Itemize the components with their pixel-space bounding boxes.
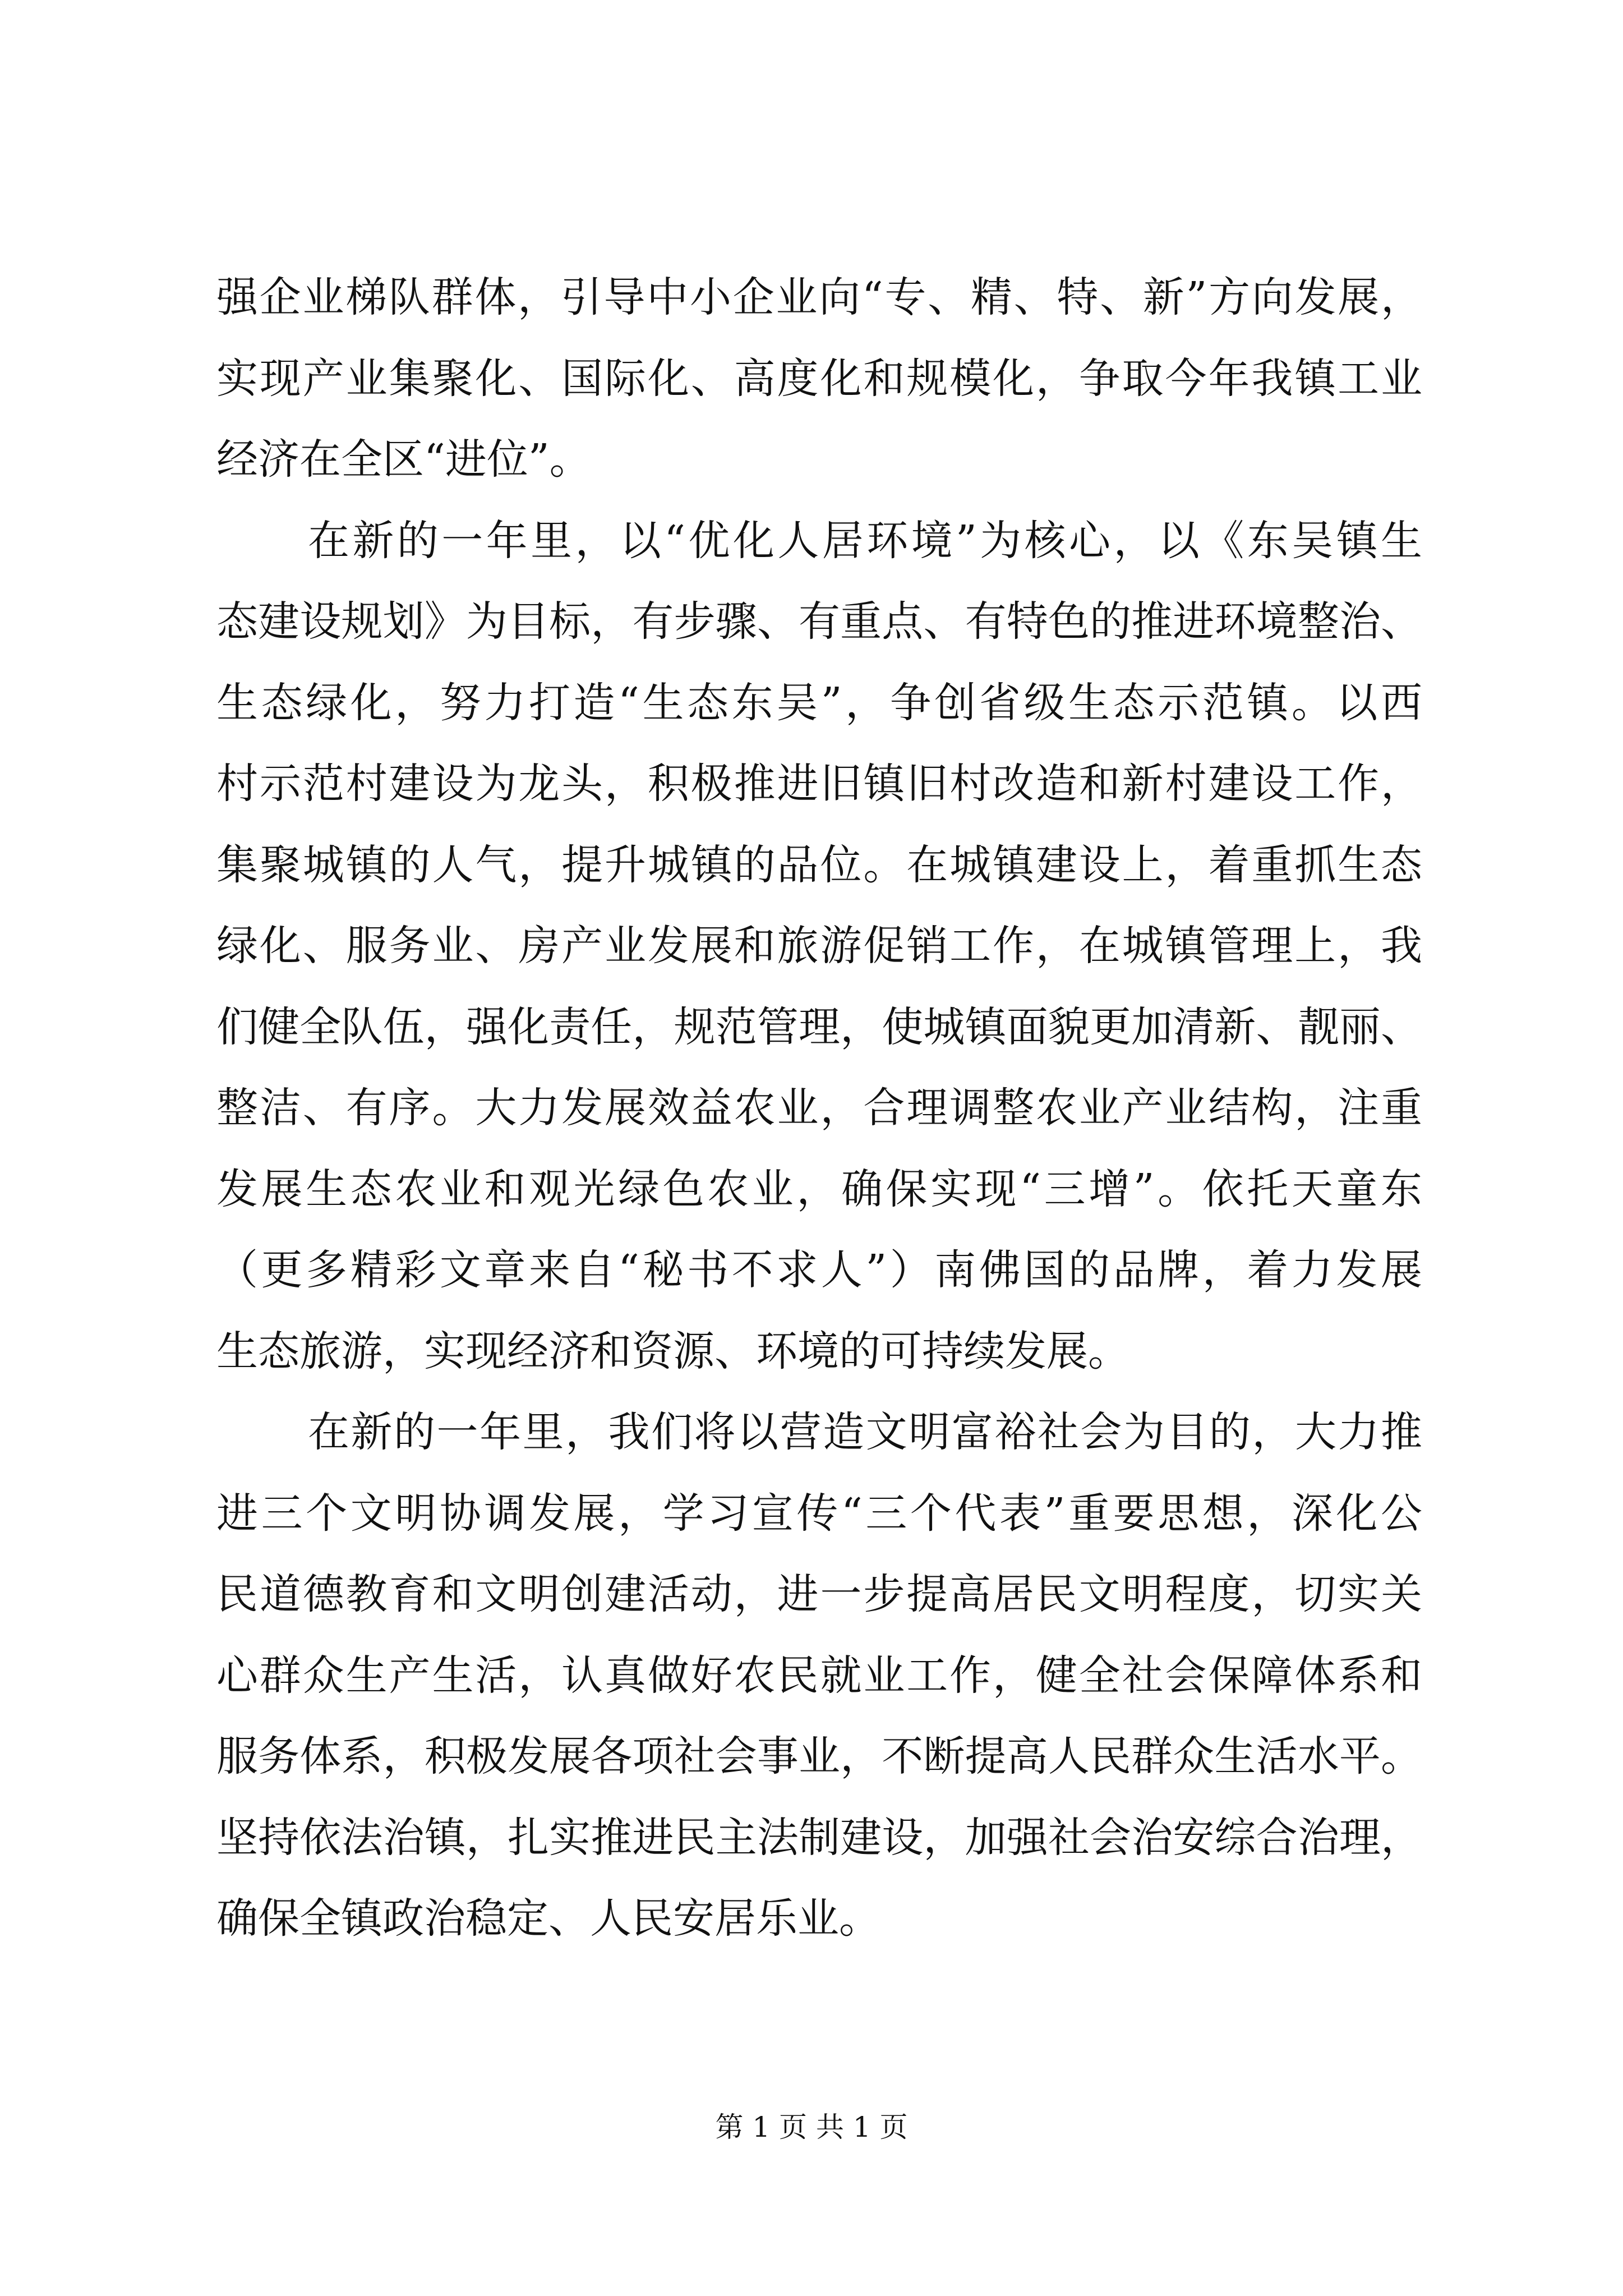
page-footer: 第 1 页 共 1 页 (715, 2111, 908, 2143)
text-line: 实现产业集聚化、国际化、高度化和规模化，争取今年我镇工业 (216, 354, 1422, 403)
text-line: 在新的一年里，我们将以营造文明富裕社会为目的，大力推 (308, 1408, 1422, 1456)
text-line: 坚持依法治镇，扎实推进民主法制建设，加强社会治安综合治理， (216, 1813, 1422, 1862)
text-line: 经济在全区“进位”。 (216, 435, 591, 484)
text-line: 整洁、有序。大力发展效益农业，合理调整农业产业结构，注重 (216, 1084, 1422, 1132)
text-line: 绿化、服务业、房产业发展和旅游促销工作，在城镇管理上，我 (216, 922, 1422, 970)
document-body (216, 257, 1422, 1959)
text-line: 在新的一年里，以“优化人居环境”为核心，以《东吴镇生 (308, 516, 1422, 565)
text-line: 强企业梯队群体，引导中小企业向“专、精、特、新”方向发展， (216, 273, 1422, 321)
text-line: 们健全队伍，强化责任，规范管理，使城镇面貌更加清新、靓丽、 (216, 1002, 1422, 1051)
text-line: 民道德教育和文明创建活动，进一步提高居民文明程度，切实关 (216, 1570, 1422, 1618)
text-line: 确保全镇政治稳定、人民安居乐业。 (216, 1894, 880, 1943)
text-line: 态建设规划》为目标，有步骤、有重点、有特色的推进环境整治、 (216, 597, 1422, 646)
text-line: （更多精彩文章来自“秘书不求人”）南佛国的品牌，着力发展 (216, 1246, 1422, 1294)
text-line: 生态旅游，实现经济和资源、环境的可持续发展。 (216, 1327, 1129, 1375)
text-line: 进三个文明协调发展，学习宣传“三个代表”重要思想，深化公 (216, 1489, 1422, 1538)
text-line: 发展生态农业和观光绿色农业，确保实现“三增”。依托天童东 (216, 1165, 1422, 1213)
text-line: 村示范村建设为龙头，积极推进旧镇旧村改造和新村建设工作， (216, 760, 1422, 808)
text-line: 生态绿化，努力打造“生态东吴”，争创省级生态示范镇。以西 (216, 678, 1422, 727)
text-line: 集聚城镇的人气，提升城镇的品位。在城镇建设上，着重抓生态 (216, 840, 1422, 889)
text-line: 服务体系，积极发展各项社会事业，不断提高人民群众生活水平。 (216, 1732, 1422, 1780)
text-line: 心群众生产生活，认真做好农民就业工作，健全社会保障体系和 (216, 1651, 1422, 1700)
